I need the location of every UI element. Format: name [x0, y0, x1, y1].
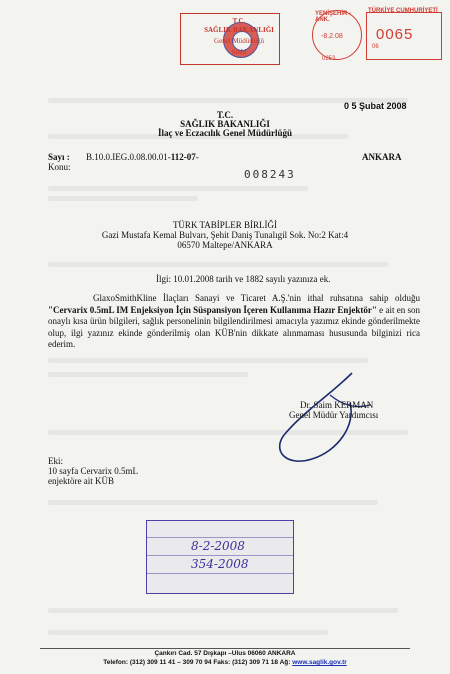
attachments-label: Eki:	[48, 456, 63, 466]
letter-body	[48, 293, 420, 351]
registry-stamp-rule	[147, 573, 293, 574]
ilgi-reference: İlgi: 10.01.2008 tarih ve 1882 sayılı yazınıza ek.	[156, 274, 331, 284]
footer-website-link[interactable]: www.saglik.gov.tr	[292, 659, 347, 666]
bleed-through-line	[48, 262, 388, 267]
bleed-through-line	[48, 358, 368, 363]
registry-stamp-rule	[147, 555, 293, 556]
bleed-through-line	[48, 372, 248, 377]
header-line-3: İlaç ve Eczacılık Genel Müdürlüğü	[158, 128, 292, 138]
attachment-line-2: enjektöre ait KÜB	[48, 476, 114, 486]
sayi-label: Sayı :	[48, 152, 70, 162]
footer-contact	[0, 659, 450, 666]
handwritten-date: 0 5 Şubat 2008	[344, 101, 407, 111]
footer-rule	[40, 648, 410, 649]
product-name: "Cervarix 0.5mL IM Enjeksiyon İçin Süspansiyon İçeren Kullanıma Hazır Enjektör"	[48, 304, 377, 315]
konu-label: Konu:	[48, 162, 71, 172]
registry-stamp-rule	[147, 537, 293, 538]
registry-stamp	[146, 520, 294, 594]
sayi-suffix: -	[195, 152, 199, 162]
signatory-name: Dr. Saim KERMAN	[300, 400, 374, 410]
postmark-circle	[312, 10, 362, 60]
bleed-through-line	[48, 186, 308, 191]
attachment-line-1: 10 sayfa Cervarix 0.5mL	[48, 466, 138, 476]
header-line-1: T.C.	[216, 110, 234, 120]
addressee-name: TÜRK TABİPLER BİRLİĞİ	[172, 220, 278, 230]
bleed-through-line	[48, 500, 378, 505]
stamp-line-2: SAĞLIK BAKANLIĞI	[204, 26, 274, 34]
bleed-through-line	[48, 630, 328, 635]
registration-number: 008243	[244, 168, 296, 181]
postmark-code: 0253	[322, 56, 336, 62]
addressee-city: 06570 Maltepe/ANKARA	[177, 240, 273, 250]
postage-meter-stamp	[312, 6, 444, 68]
sayi-prefix: B.10.0.IEG.0.08.00.01-	[86, 152, 171, 162]
stamp-line-4: Sıhhi	[231, 48, 247, 56]
sayi-value	[86, 152, 199, 162]
registry-date: 8-2-2008	[191, 539, 245, 553]
postmark-arc-text: YENİŞEHİR - ANK.	[315, 11, 352, 23]
bleed-through-line	[48, 608, 398, 613]
ministry-stamp	[180, 13, 280, 65]
stamp-line-3: Genel Müdürlüğü	[214, 37, 264, 45]
addressee-street: Gazi Mustafa Kemal Bulvarı, Şehit Daniş Tunalıgil Sok. No:2 Kat:4	[101, 230, 349, 240]
meter-small-code: 06	[372, 44, 379, 50]
body-part-1: GlaxoSmithKline İlaçları Sanayi ve Ticaret A.Ş.'nin ithal ruhsatına sahip olduğu	[93, 293, 420, 303]
meter-amount: 0065	[376, 26, 414, 43]
footer-address: Çankırı Cad. 57 Dışkapı –Ulus 06060 ANKARA	[154, 650, 296, 657]
signatory-title: Genel Müdür Yardımcısı	[289, 410, 379, 420]
postmark-date: -8.2.08	[321, 33, 343, 40]
sayi-number: 112-07	[170, 152, 196, 162]
footer-phone-fax: Telefon: (312) 309 11 41 – 309 70 94 Faks: (312) 309 71 18 Ağ:	[103, 659, 291, 666]
city: ANKARA	[362, 152, 402, 162]
body-part-2: e ait en son onaylı kısa ürün bilgileri, sağlık personelinin bilgilendirilmesi amacıyla yazımız ekinde gönderilmekte olup, ilgi yazınız ekinde gönderilmiş olan KÜB'nin dikkate alınmaması hususunda bilginizi rica ederim.	[48, 304, 420, 349]
header-line-2: SAĞLIK BAKANLIĞI	[180, 119, 270, 129]
registry-number: 354-2008	[191, 557, 249, 571]
signature-scribble	[260, 365, 380, 475]
meter-country-label: TÜRKİYE CUMHURİYETİ	[368, 8, 438, 14]
bleed-through-line	[48, 196, 198, 201]
stamp-line-1: T.C.	[232, 17, 246, 25]
